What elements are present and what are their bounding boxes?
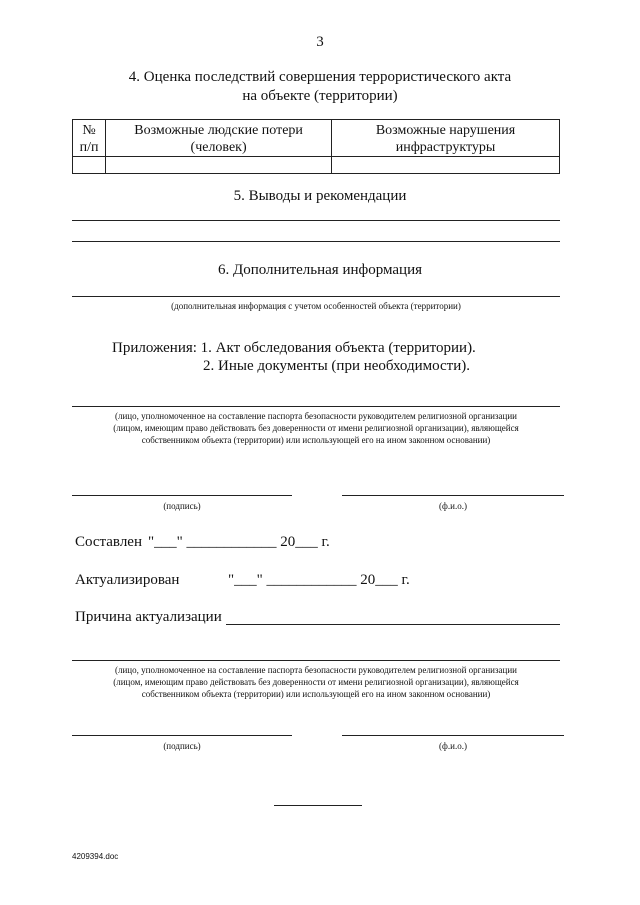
full-name-2-label: (ф.и.о.) (439, 741, 467, 751)
compiled-label: Составлен (75, 534, 142, 550)
col-infrastructure-header (332, 120, 560, 157)
conclusions-line-2[interactable] (72, 241, 560, 242)
col-casualties-line1: Возможные людские потери (134, 123, 303, 138)
signatory-1-line[interactable] (72, 406, 560, 407)
signatory-2-caption (60, 664, 572, 700)
signature-2-label: (подпись) (163, 741, 201, 751)
signatory-2-caption-line3: собственником объекта (территории) или использующей его на ином законном основании) (141, 689, 491, 699)
additional-info-line[interactable] (72, 296, 560, 297)
col-casualties-line2: (человек) (190, 140, 247, 155)
updated-label: Актуализирован (75, 572, 180, 588)
section-4-title-line2: на объекте (территории) (242, 88, 398, 104)
signature-2-line[interactable] (72, 735, 292, 736)
signatory-1-caption-line2: (лицом, имеющим право действовать без доверенности от имени религиозной организации), являющейся (113, 423, 519, 433)
signatory-1-caption (60, 410, 572, 446)
section-5-title: 5. Выводы и рекомендации (233, 188, 407, 204)
attachments-line-2: 2. Иные документы (при необходимости). (203, 358, 470, 374)
signatory-1-caption-line1: (лицо, уполномоченное на составление паспорта безопасности руководителем религиозной организации (115, 411, 517, 421)
full-name-2-line[interactable] (342, 735, 564, 736)
footer-file-name: 4209394.doc (72, 852, 119, 861)
compiled-date[interactable]: "___" ____________ 20___ г. (148, 534, 330, 550)
reason-label: Причина актуализации (75, 609, 222, 625)
col-casualties-header (106, 120, 332, 157)
page-number: 3 (316, 34, 324, 50)
col-number-line1: № (82, 123, 96, 138)
signature-1-line[interactable] (72, 495, 292, 496)
section-4-title (0, 68, 640, 106)
table-cell-infrastructure[interactable] (332, 157, 560, 174)
section-4-title-line1: 4. Оценка последствий совершения террористического акта (128, 69, 512, 85)
table-cell-number[interactable] (73, 157, 106, 174)
full-name-1-label: (ф.и.о.) (439, 501, 467, 511)
section-6-title: 6. Дополнительная информация (217, 262, 423, 278)
signatory-1-caption-line3: собственником объекта (территории) или использующей его на ином законном основании) (141, 435, 491, 445)
signature-1-label: (подпись) (163, 501, 201, 511)
updated-date[interactable]: "___" ____________ 20___ г. (228, 572, 410, 588)
table-header-row (73, 120, 560, 157)
consequences-table (72, 119, 560, 174)
signatory-2-caption-line2: (лицом, имеющим право действовать без доверенности от имени религиозной организации), являющейся (113, 677, 519, 687)
closing-separator (274, 805, 362, 806)
col-infrastructure-line2: инфраструктуры (395, 140, 496, 155)
table-cell-casualties[interactable] (106, 157, 332, 174)
full-name-1-line[interactable] (342, 495, 564, 496)
additional-info-caption: (дополнительная информация с учетом особенностей объекта (территории) (171, 301, 461, 311)
table-row (73, 157, 560, 174)
col-infrastructure-line1: Возможные нарушения (375, 123, 516, 138)
attachments-line-1: Приложения: 1. Акт обследования объекта (территории). (112, 340, 476, 356)
col-number-line2: п/п (79, 140, 99, 155)
signatory-2-line[interactable] (72, 660, 560, 661)
signatory-2-caption-line1: (лицо, уполномоченное на составление паспорта безопасности руководителем религиозной организации (115, 665, 517, 675)
conclusions-line-1[interactable] (72, 220, 560, 221)
col-number-header (73, 120, 106, 157)
reason-line[interactable] (226, 624, 560, 625)
